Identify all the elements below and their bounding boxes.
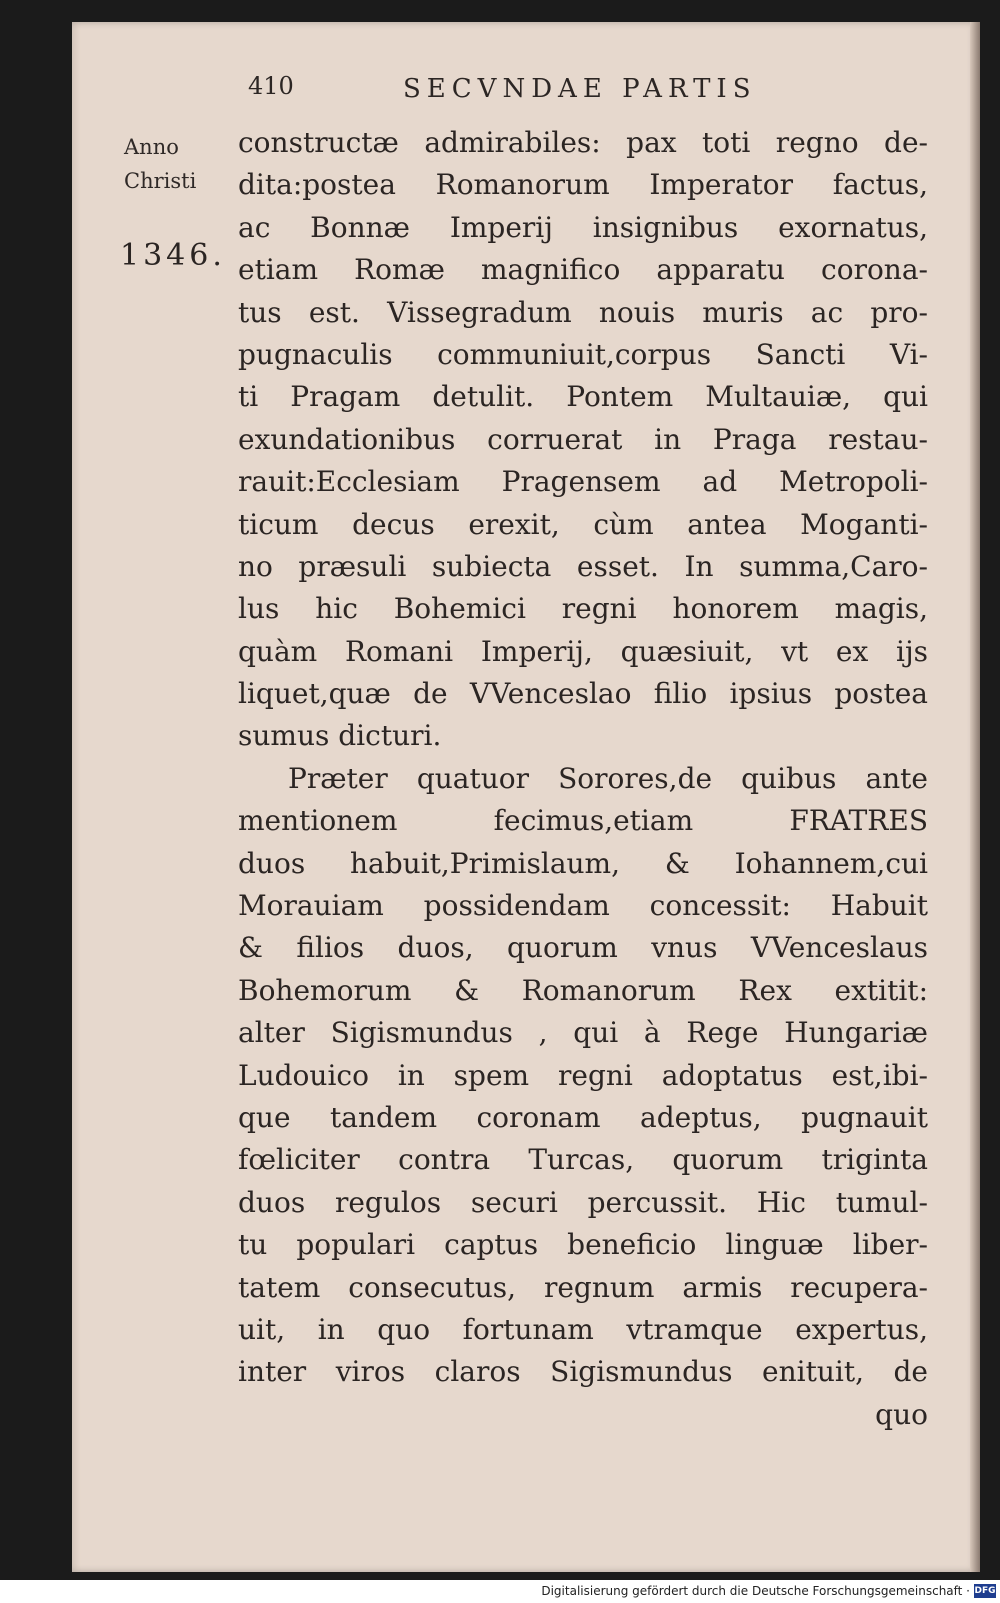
running-head-title: SECVNDAE PARTIS [403,74,757,104]
running-head [248,72,948,112]
text-line: ticum decus erexit, cùm antea Moganti- [238,507,928,541]
text-line: tu populari captus beneficio linguæ liber- [238,1228,928,1262]
text-line: tus est. Vissegradum nouis muris ac pro- [238,295,928,329]
text-line: no præsuli subiecta esset. In summa,Caro- [238,549,928,583]
margin-year: 1346. [120,238,226,273]
text-line: rauit:Ecclesiam Pragensem ad Metropoli- [238,465,928,499]
text-line: mentionem fecimus,etiam FRATRES [238,804,928,838]
text-line: ti Pragam detulit. Pontem Multauiæ, qui [238,380,928,414]
margin-note-christi: Christi [124,169,197,193]
text-line: Ludouico in spem regni adoptatus est,ibi- [238,1058,928,1092]
margin-note-anno: Anno [124,135,179,159]
text-line: constructæ admirabiles: pax toti regno de- [238,126,928,159]
text-line: duos habuit,Primislaum, & Iohannem,cui [238,846,928,880]
paragraph-first-line: Præter quatuor Sorores,de quibus ante [288,761,928,795]
text-line: liquet,quæ de VVenceslao filio ipsius postea [238,677,928,711]
text-line: tatem consecutus, regnum armis recupera- [238,1270,928,1304]
text-line: ac Bonnæ Imperij insignibus exornatus, [238,210,928,244]
text-line: etiam Romæ magnifico apparatu corona- [238,253,928,287]
catchword: quo [875,1397,928,1431]
body-text [238,122,928,1436]
text-line: fœliciter contra Turcas, quorum triginta [238,1143,928,1177]
text-line: sumus dicturi. [238,719,442,753]
text-line: dita:postea Romanorum Imperator factus, [238,168,928,202]
page-edge [970,22,980,1572]
text-line: inter viros claros Sigismundus enituit, de [238,1355,928,1389]
book-page [72,22,980,1572]
text-line: pugnaculis communiuit,corpus Sancti Vi- [238,337,928,371]
text-line: Morauiam possidendam concessit: Habuit [238,889,928,923]
text-line: quàm Romani Imperij, quæsiuit, vt ex ijs [238,634,928,668]
page-number: 410 [248,72,294,100]
footer-bar [0,1580,1000,1603]
text-line: duos regulos securi percussit. Hic tumul- [238,1185,928,1219]
text-line: que tandem coronam adeptus, pugnauit [238,1100,928,1134]
dfg-logo: DFG [974,1586,996,1596]
text-line: lus hic Bohemici regni honorem magis, [238,592,928,626]
text-line: & filios duos, quorum vnus VVenceslaus [238,931,928,965]
text-line: Bohemorum & Romanorum Rex extitit: [238,973,928,1007]
text-line: alter Sigismundus , qui à Rege Hungariæ [238,1016,928,1050]
text-line: uit, in quo fortunam vtramque expertus, [238,1312,928,1346]
margin-note [124,130,224,198]
footer-credit: Digitalisierung gefördert durch die Deutsche Forschungsgemeinschaft · [541,1584,970,1598]
text-line: exundationibus corruerat in Praga restau- [238,422,928,456]
